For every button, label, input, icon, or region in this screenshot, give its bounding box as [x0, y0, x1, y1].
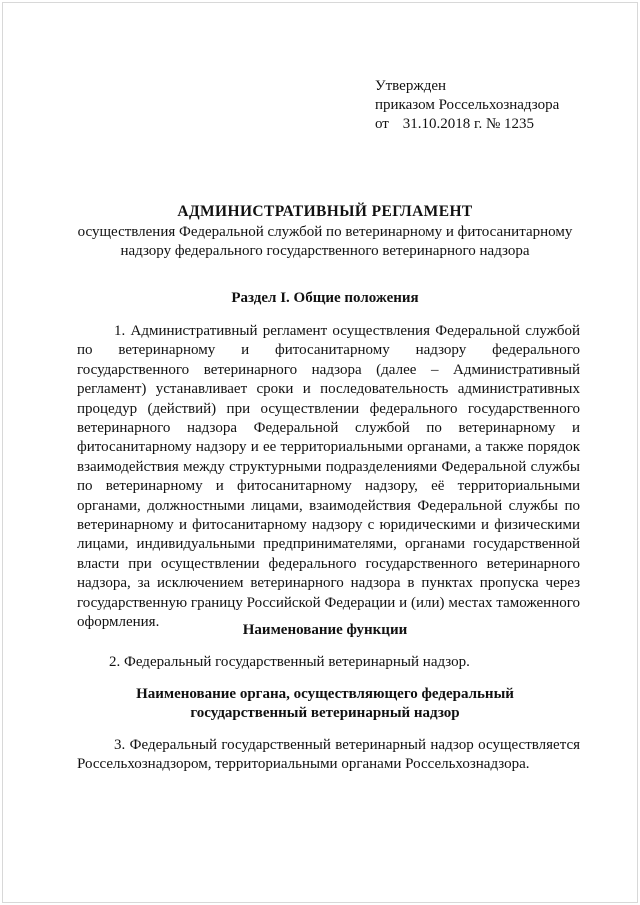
approval-stamp	[375, 77, 559, 134]
authority-heading	[70, 685, 580, 723]
title-subtitle: осуществления Федеральной службой по ветеринарному и фитосанитарному надзору федерального государственного ветеринарного надзора	[77, 224, 573, 259]
approval-date: 31.10.2018	[402, 116, 471, 132]
section-1-heading: Раздел I. Общие положения	[231, 290, 419, 306]
paragraph-2: 2. Федеральный государственный ветеринарный надзор.	[109, 654, 470, 670]
function-heading: Наименование функции	[242, 622, 408, 638]
approval-date-line	[375, 115, 559, 134]
document-title	[70, 202, 580, 261]
approval-from: от	[375, 116, 389, 132]
approval-line-2: приказом Россельхознадзора	[375, 97, 560, 113]
title-main: АДМИНИСТРАТИВНЫЙ РЕГЛАМЕНТ	[177, 203, 473, 220]
authority-heading-line-2: государственный ветеринарный надзор	[190, 705, 460, 721]
approval-line-1: Утвержден	[375, 78, 447, 94]
paragraph-3: 3. Федеральный государственный ветеринарный надзор осуществляется Россельхознадзором, территориальными органами Россельхознадзора.	[77, 737, 580, 773]
paragraph-1: 1. Административный регламент осуществления Федеральной службой по ветеринарному и фитосанитарному надзору федерального государственного ветеринарного надзора (далее – Административный регламент) устанавливает сроки и последовательность административных процедур (действий) при осуществлении федерального государственного ветеринарного надзора Федеральной службой по ветеринарному и фитосанитарному надзору и ее территориальными органами, а также порядок взаимодействия между структурными подразделениями Федеральной службы по ветеринарному и фитосанитарному надзору, её территориальными органами, должностными лицами, взаимодействия Федеральной службы по ветеринарному и фитосанитарному надзору с юридическими и физическими лицами, индивидуальными предпринимателями, органами государственной власти при осуществлении федерального государственного ветеринарного надзора, за исключением ветеринарного надзора в пунктах пропуска через государственную границу Российской Федерации и (или) местах таможенного оформления.	[77, 323, 580, 631]
approval-year-suffix: г. №	[474, 116, 501, 132]
approval-number: 1235	[504, 116, 535, 132]
authority-heading-line-1: Наименование органа, осуществляющего федеральный	[136, 686, 514, 702]
